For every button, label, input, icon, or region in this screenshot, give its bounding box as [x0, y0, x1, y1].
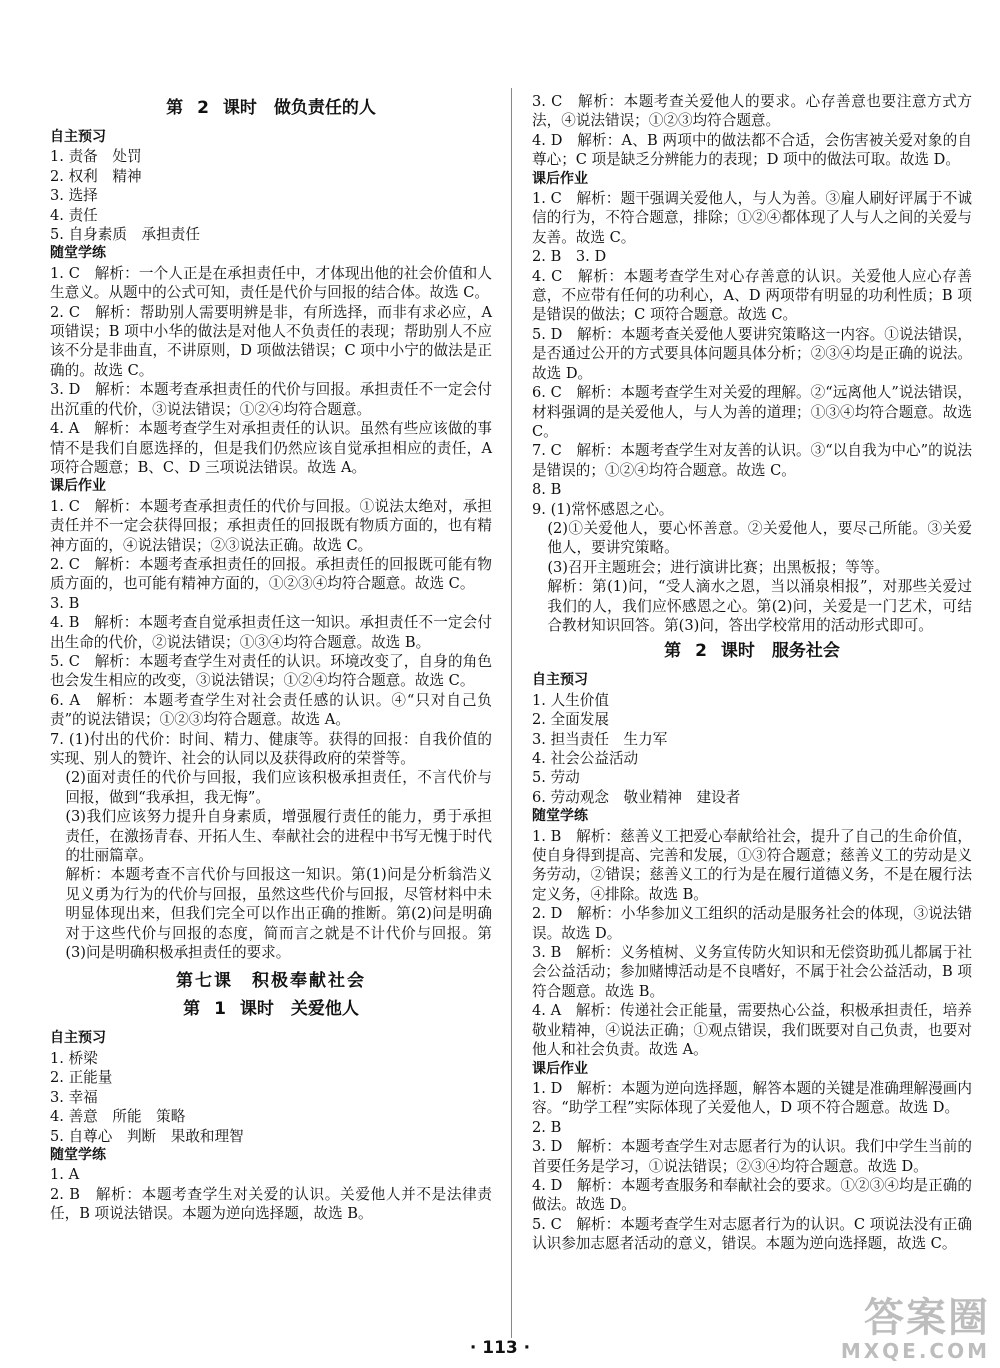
column-divider [511, 88, 512, 1338]
answer-item: 2. 全面发展 [532, 711, 609, 729]
answer-item: 4. 社会公益活动 [532, 750, 639, 767]
answer-item: 4. D 解析：本题考查服务和奉献社会的要求。①②③④均是正确的做法。故选 D。 [532, 1176, 972, 1214]
answer-item: 解析：本题考查不言代价与回报这一知识。第(1)问是分析翁浩义见义勇为行为的代价与回报，虽然这些代价与回报，尽管材料中未明显体现出来，但我们完全可以作出正确的推断。第(2)问是明确对于这些代价与回报的态度，简而言之就是不计代价与回报。第(3)问是明确积极承担责任的要求。 [65, 866, 492, 962]
answer-item: 1. A [50, 1166, 80, 1184]
section-subheading: 自主预习 [50, 129, 106, 145]
answer-item: 1. D 解析：本题为逆向选择题，解答本题的关键是准确理解漫画内容。“助学工程”实际体现了关爱他人，D 项不符合题意。故选 D。 [532, 1079, 972, 1117]
section-subheading: 课后作业 [50, 478, 106, 495]
answer-item: 解析：第(1)问，“受人滴水之恩，当以涌泉相报”，对那些关爱过我们的人，我们应怀感恩之心。第(2)问，关爱是一门艺术，可结合教材知识回答。第(3)问，答出学校常用的活动形式即可。 [547, 578, 972, 634]
answer-item: 2. 正能量 [50, 1069, 113, 1087]
section-subheading: 课后作业 [532, 1060, 588, 1077]
right-column [532, 92, 972, 1254]
answer-item: 5. 自身素质 承担责任 [50, 226, 200, 244]
answer-item: 3. C 解析：本题考查关爱他人的要求。心存善意也要注意方式方法，④说法错误；①②③均符合题意。 [532, 93, 972, 130]
answer-item: 4. C 解析：本题考查学生对心存善意的认识。关爱他人应心存善意，不应带有任何的功利心，A、D 两项带有明显的功利性质；B 项是错误的做法；C 项符合题意。故选 C。 [532, 267, 972, 324]
answer-item: 5. C 解析：本题考查学生对志愿者行为的认识。C 项说法没有正确认识参加志愿者活动的意义，错误。本题为逆向选择题，故选 C。 [532, 1215, 972, 1253]
watermark-logo-text: 答案圈 [864, 1295, 990, 1341]
answer-item: (3)我们应该努力提升自身素质，增强履行责任的能力，勇于承担责任，在激扬青春、开拓人生、奉献社会的进程中书写无愧于时代的壮丽篇章。 [65, 808, 492, 865]
answer-item: 4. D 解析：A、B 两项中的做法都不合适，会伤害被关爱对象的自尊心；C 项是缺乏分辨能力的表现；D 项中的做法可取。故选 D。 [532, 131, 972, 169]
answer-item: 5. 劳动 [532, 769, 580, 787]
section-subheading: 课后作业 [532, 170, 588, 187]
watermark-logo [841, 1296, 990, 1362]
answer-item: 4. A 解析：本题考查学生对承担责任的认识。虽然有些应该做的事情不是我们自愿选择的，但是我们仍然应该自觉承担相应的责任，A 项符合题意；B、C、D 三项说法错误。故选 A。 [50, 420, 492, 476]
answer-item: 2. B [532, 1118, 562, 1136]
left-column [50, 92, 492, 1224]
answer-item: 3. 选择 [50, 187, 98, 205]
answer-item: 2. D 解析：小华参加义工组织的活动是服务社会的体现，③说法错误。故选 D。 [532, 905, 972, 942]
answer-item: 2. B 3. D [532, 248, 607, 266]
answer-item: 3. B 解析：义务植树、义务宣传防火知识和无偿资助孤儿都属于社会公益活动；参加赌博活动是不良嗜好，不属于社会公益活动，B 项符合题意。故选 B。 [532, 944, 972, 1000]
answer-item: 8. B [532, 481, 562, 499]
answer-item: 1. C 解析：本题考查承担责任的代价与回报。①说法太绝对，承担责任并不一定会获得回报；承担责任的回报既有物质方面的，也有精神方面的，④说法错误；②③说法正确。故选 C。 [50, 497, 492, 554]
section-subheading: 随堂学练 [50, 245, 106, 262]
answer-item: 4. B 解析：本题考查自觉承担责任这一知识。承担责任不一定会付出生命的代价，②说法错误；①③④均符合题意。故选 B。 [50, 614, 492, 651]
page-number: · 113 · [469, 1338, 531, 1358]
answer-item: 1. 责备 处罚 [50, 148, 142, 166]
answer-item: 3. B [50, 594, 80, 612]
answer-item: 3. 幸福 [50, 1088, 98, 1106]
answer-item: 4. 责任 [50, 206, 98, 224]
answer-item: 3. 担当责任 生力军 [532, 730, 668, 748]
answer-item: 2. 权利 精神 [50, 167, 142, 185]
section-subheading: 自主预习 [532, 672, 588, 689]
answer-item: 4. A 解析：传递社会正能量，需要热心公益，积极承担责任，培养敬业精神，④说法正确；①观点错误，我们既要对自己负责，也要对他人和社会负责。故选 A。 [532, 1002, 972, 1059]
lesson-heading: 第 1 课时 关爱他人 [183, 999, 359, 1020]
chapter-heading: 第七课 积极奉献社会 [176, 971, 366, 992]
answer-item: 2. B 解析：本题考查学生对关爱的认识。关爱他人并不是法律责任，B 项说法错误。本题为逆向选择题，故选 B。 [50, 1185, 492, 1223]
answer-item: 5. 自尊心 判断 果敢和理智 [50, 1127, 244, 1145]
answer-item: 5. C 解析：本题考查学生对责任的认识。环境改变了，自身的角色也会发生相应的改变，③说法错误；①②④均符合题意。故选 C。 [50, 652, 492, 690]
answer-item: (3)召开主题班会；进行演讲比赛；出黑板报；等等。 [547, 558, 890, 576]
answer-item: 4. 善意 所能 策略 [50, 1108, 186, 1126]
section-subheading: 随堂学练 [532, 808, 588, 825]
answer-item: (2)①关爱他人，要心怀善意。②关爱他人，要尽己所能。③关爱他人，要讲究策略。 [547, 519, 972, 557]
answer-item: 6. C 解析：本题考查学生对关爱的理解。②“远离他人”说法错误，材料强调的是关爱他人，与人为善的道理；①③④均符合题意。故选 C。 [532, 384, 972, 440]
lesson-heading: 第 2 课时 做负责任的人 [166, 98, 376, 118]
answer-item: 6. A 解析：本题考查学生对社会责任感的认识。④“只对自己负责”的说法错误；①②③均符合题意。故选 A。 [50, 691, 492, 729]
lesson-heading: 第 2 课时 服务社会 [664, 641, 840, 662]
answer-item: 2. C 解析：本题考查承担责任的回报。承担责任的回报既可能有物质方面的，也可能有精神方面的，①②③④均符合题意。故选 C。 [50, 555, 492, 593]
answer-item: 9. (1)常怀感恩之心。 [532, 500, 674, 518]
answer-item: 2. C 解析：帮助别人需要明辨是非，有所选择，而非有求必应，A 项错误；B 项中小华的做法是对他人不负责任的表现；帮助别人不应该不分是非曲直，不讲原则，D 项做法错误；C 项中小宁的做法是正确的。故选 C。 [50, 303, 492, 379]
answer-item: 5. D 解析：本题考查关爱他人要讲究策略这一内容。①说法错误，是否通过公开的方式要具体问题具体分析；②③④均是正确的说法。故选 D。 [532, 325, 972, 382]
answer-item: 1. 桥梁 [50, 1049, 98, 1067]
answer-item: 3. D 解析：本题考查承担责任的代价与回报。承担责任不一定会付出沉重的代价，③说法错误；①②④均符合题意。 [50, 381, 492, 418]
section-subheading: 随堂学练 [50, 1146, 106, 1163]
answer-item: 3. D 解析：本题考查学生对志愿者行为的认识。我们中学生当前的首要任务是学习，①说法错误；②③④均符合题意。故选 D。 [532, 1138, 972, 1175]
answer-item: 1. 人生价值 [532, 691, 609, 709]
answer-item: 1. C 解析：题干强调关爱他人，与人为善。③雇人刷好评属于不诚信的行为，不符合题意，排除；①②④都体现了人与人之间的关爱与友善。故选 C。 [532, 190, 972, 246]
answer-item: 1. C 解析：一个人正是在承担责任中，才体现出他的社会价值和人生意义。从题中的公式可知，责任是代价与回报的结合体。故选 C。 [50, 264, 492, 302]
answer-item: 7. C 解析：本题考查学生对友善的认识。③“以自我为中心”的说法是错误的；①②④均符合题意。故选 C。 [532, 442, 972, 479]
answer-item: 7. (1)付出的代价：时间、精力、健康等。获得的回报：自我价值的实现、别人的赞许、社会的认同以及获得政府的荣誉等。 [50, 730, 492, 767]
answer-item: (2)面对责任的代价与回报，我们应该积极承担责任，不言代价与回报，做到“我承担，我无悔”。 [65, 769, 492, 806]
section-subheading: 自主预习 [50, 1030, 106, 1047]
answer-item: 1. B 解析：慈善义工把爱心奉献给社会，提升了自己的生命价值，使自身得到提高、完善和发展，①③符合题意；慈善义工的劳动是义务劳动，②错误；慈善义工的行为是在履行道德义务，不是在履行法定义务，④排除。故选 B。 [532, 827, 972, 903]
watermark-url: MXQE.COM [840, 1339, 990, 1363]
answer-item: 6. 劳动观念 敬业精神 建设者 [532, 788, 741, 806]
